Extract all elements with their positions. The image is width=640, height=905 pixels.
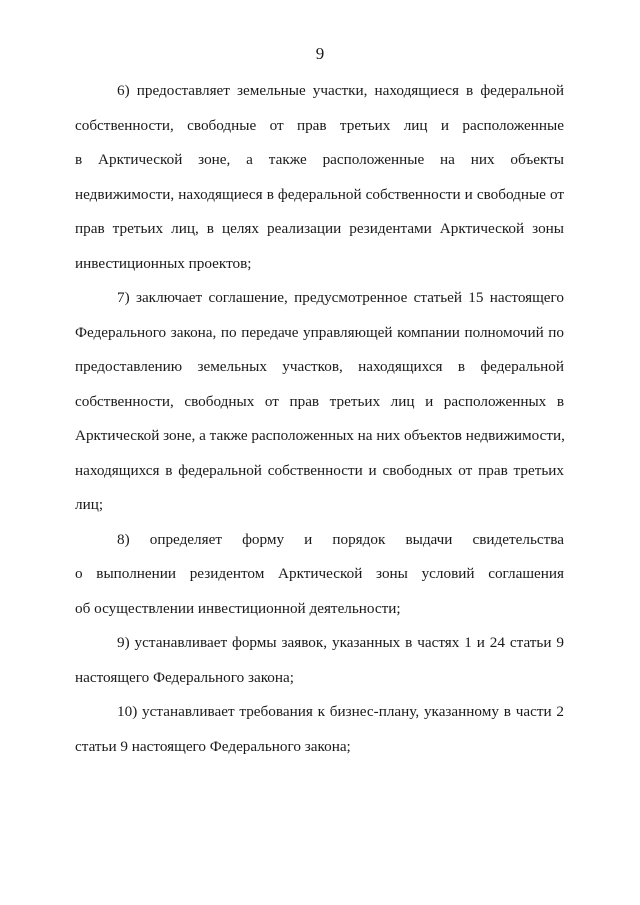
text-line: статьи 9 настоящего Федерального закона; (75, 737, 351, 755)
text-line: Арктической зоне, а также расположенных на них объектов недвижимости, (75, 427, 565, 444)
text-line: 8) определяет форму и порядок выдачи свидетельства (117, 530, 564, 548)
text-line: об осуществлении инвестиционной деятельности; (75, 599, 401, 617)
text-line: 7) заключает соглашение, предусмотренное статьей 15 настоящего (117, 289, 564, 306)
text-line: прав третьих лиц, в целях реализации резидентами Арктической зоны (75, 220, 564, 237)
document-body (75, 82, 564, 772)
text-line: 6) предоставляет земельные участки, находящиеся в федеральной (117, 82, 564, 99)
paragraph-item-9 (75, 634, 564, 703)
paragraph-item-6 (75, 82, 564, 289)
text-line: 10) устанавливает требования к бизнес-плану, указанному в части 2 (117, 703, 564, 720)
paragraph-item-7 (75, 289, 564, 531)
text-line: находящихся в федеральной собственности и свободных от прав третьих (75, 461, 564, 479)
text-line: собственности, свободных от прав третьих лиц и расположенных в (75, 392, 564, 410)
text-line: предоставлению земельных участков, находящихся в федеральной (75, 358, 564, 375)
text-line: собственности, свободные от прав третьих лиц и расположенные (75, 116, 564, 134)
text-line: 9) устанавливает формы заявок, указанных в частях 1 и 24 статьи 9 (117, 634, 564, 651)
text-line: настоящего Федерального закона; (75, 668, 294, 686)
paragraph-item-10 (75, 703, 564, 772)
text-line: в Арктической зоне, а также расположенные на них объекты (75, 151, 564, 168)
paragraph-item-8 (75, 531, 564, 635)
text-line: недвижимости, находящиеся в федеральной собственности и свободные от (75, 185, 564, 203)
text-line: инвестиционных проектов; (75, 254, 252, 272)
text-line: Федерального закона, по передаче управляющей компании полномочий по (75, 323, 564, 341)
text-line: лиц; (75, 496, 104, 513)
page-number: 9 (315, 44, 325, 63)
text-line: о выполнении резидентом Арктической зоны условий соглашения (75, 565, 564, 582)
